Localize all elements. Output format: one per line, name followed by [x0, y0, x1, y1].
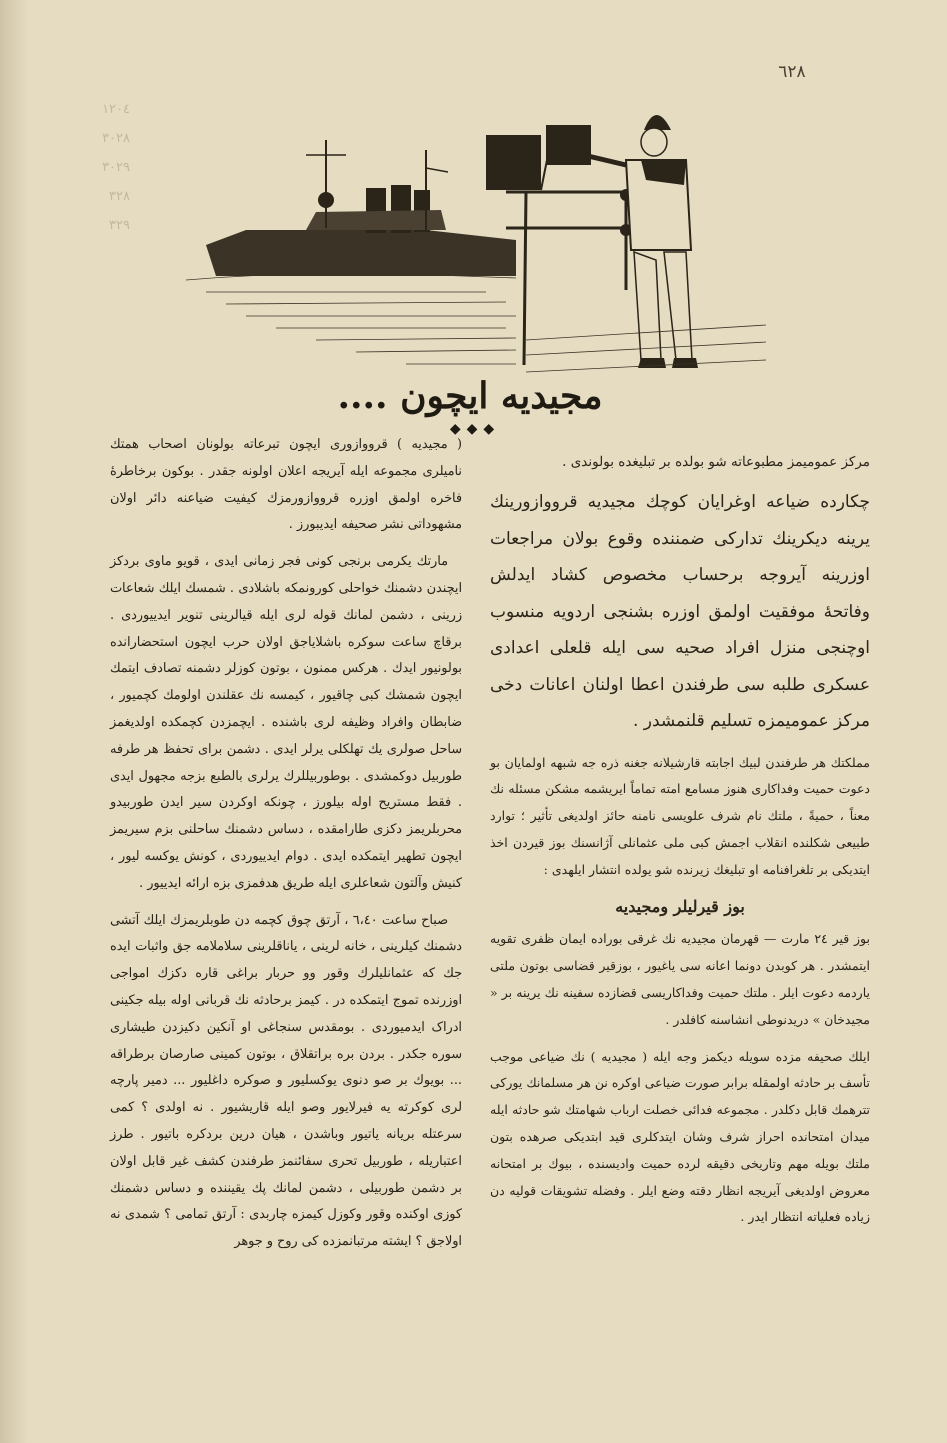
sailor-signaling-illustration — [186, 80, 766, 405]
ghost-line: ٣٢٨ — [109, 189, 130, 204]
left-paragraph-1: ( مجیدیه ) قرووازوری ایچون تبرعاته بولونان اصحاب همتك نامیلری مجموعه ایله آیریجه اعلان اولونه جقدر . بوکون برخاطرهٔ فاخره اولمق اوزره قرووازورمزك کیفیت ضیاعنه دائر اولان مشهوداتی نشر صحیفه ایدیبورز . — [110, 437, 462, 533]
closing-paragraph: ایلك صحیفه مزده سویله دیکمز وجه ایله ( مجیدیه ) نك ضیاعی موجب تأسف بر حادثه اولمقله برابر صورت ضیاعی اوکره نن هر مسلمانك یورکی تترهمك قابل دکلدر . مجموعه فدائی خصلت ارباب شهامتك شو حادثه ایله میدان امتحانده احراز شرف وشان ایتدکلری قید ابتدیکی صرهده بتون ملتك بویله مهم وتاریخی دقیقه لرده حمیت وادیسنده ، بیوك بر امتحانه معروض اولدیغی آیریجه انظار دقته وضع ایلر . وفضله تشویقات قولیه دن زیاده فعلیاته انتظار ایدر . — [490, 1048, 870, 1225]
ghost-line: ٣٠٢٩ — [102, 160, 130, 175]
ghost-line: ٣٢٩ — [109, 218, 130, 233]
margin-ghost-text — [70, 95, 130, 240]
nation-paragraph: مملکتك هر طرفندن لبیك اجابته قارشیلانه جغنه ذره جه شبهه اولمایان بو دعوت حمیت وفداکاری هنوز مسامع امته تماماً ایریشمه مشکن مسئله نك معناً ، حمیةً ، ملتك نام شرف علویسی نامنه حائز اولدیغی تأثیر ؛ توارد طبیعی شکلنده انقلاب اجمش کبی ملی عثمانلی آژانسنك بوز قیردن اخذ ایتدیکی بر تلغرافنامه او تبلیغك زیرنده شو یولده انتشار ایلهدی : — [490, 754, 870, 877]
article-title: مجیدیه ایچون .... — [337, 375, 603, 417]
ghost-line: ١٢٠٤ — [102, 102, 130, 117]
section-subheading: بوز قیرلیلر ومجیدیه — [615, 897, 745, 917]
donation-paragraph: چکارده ضیاعه اوغرایان کوچك مجیدیه قرووازورینك یرینه دیکرینك تدارکی ضمننده وقوع بولان مراجعات اوزرینه آیروجه برحساب مخصوص کشاد ایدلش وفاتحهٔ موفقیت اولمق اوزره بشنجی اردویه منسوب اوچنجی منزل افراد صحیه سی ایله قلعلی اعدادی عسکری طلبه سی طرفندن اعطا اولنان اعانات دخی مرکز عمومیمزه تسلیم قلنمشدر . — [490, 492, 870, 731]
page-edge-shadow — [0, 0, 28, 1443]
title-ornament: ◆◆◆ — [449, 421, 501, 437]
ghost-line: ٣٠٢٨ — [102, 131, 130, 146]
intro-paragraph: مرکز عمومیمز مطبوعاته شو بولده بر تبلیغده بولوندی . — [562, 454, 870, 470]
telegram-paragraph: بوز قیر ٢٤ مارت — قهرمان مجیدیه نك غرقی بوراده ایمان ظفری تقویه ایتمشدر . هر کوبدن دونما اعانه سی یاغیور ، بوزقیر قضاسی بوتون ملتی یاردمه دعوت ایلر . ملتك حمیت وفداکاریسی قضازده سفینه نك یرینه بر « مجیدخان » دریدنوطی انشاسنه کافلدر . — [490, 931, 870, 1027]
left-paragraph-3: صباح ساعت ٦،٤٠ ، آرتق چوق کچمه دن طوبلریمزك ایلك آتشی دشمنك کیلرینی ، خانه لرینی ، یاناقلرینی سلاملامه جق واثبات ایده جك که عثمانلیلرك وقور وو حربار براغی قاره دکزك امواجی اوزرنده تموج ایتمکده در . کیمز برحادثه نك قربانی اوله بیله جکینی ادراک ایدمیوردی . بومقدس سنجاغی او آنکین دکیزدن طیشاری سوره جکدر . بردن بره براتقلاق ، بوتون کمینی صارصان برطراقه ... بویوك بر صو دنوی یوکسلیور و صوکره داغلیور ... دمیر پارچه لری کوکرته یه فیرلایور وصو ایله قاریشیور . نه اولدی ؟ کمی سرعتله بریانه یاتیور وباشدن ، هیان درین بردکره باتیور . طرز اعتباریله ، طوربیل تحری سفائنمز طرفندن کشف غیر قابل اولان بر دشمن طوربیلی ، دشمن لمانك پك یقیننده و دساس دشمنك کوزی اوکنده وقور وکوزل کیمزه چاربدی : آرتق تمامی ؟ شمدی نه اولاجق ؟ ایشته مرتبانمزده کی روح و جوهر — [110, 912, 462, 1250]
left-column — [110, 432, 462, 1266]
right-column — [490, 450, 870, 1241]
left-paragraph-2: مارتك یکرمی برنجی کونی فجر زمانی ایدی ، قویو ماوی بردکز ایچندن دشمنك خواحلی کورونمکه باشلادی . شمسك ایلك شعاعات زرینی ، دشمن لمانك قوله لری ایله قیالرینی تنویر ایدییوردی . برقاچ ساعت سوکره باشلایاجق اولان حرب ایچون استحضارانده بولونیور ایدك . هرکس ممنون ، بوتون کوزلر دشمنه تصادف ایتمك ایچون شمشك کبی چاقیور ، کیمسه نك عقلندن اولومك کچمیور ، ضابطان وافراد وظیفه لری باشنده . ایچمزدن کچمکده اولدیغمز ساحل صولری یك تهلکلی یرلر ایدی . دشمن برای تحفظ هر طرفه طوربیل دوکمشدی . بوطوربیللرك یرلری بالطبع بزجه مجهول ایدی . فقط مستریح اوله بیلورز ، چونکه اوکردن سیر ایدن طوربیدو محربلریمز دکزی طارامقده ، دساس دشمنك ساحلنی بزم سیریمز ایچون تطهیر ایتمکده ایدی . دوام ایدییوردی ، کونش یوکسه لیور ، کنیش وآلتون شعاعلری ایله طریق هدفمزی بزه ارائه ایدییور . — [110, 554, 462, 891]
page-number: ٦٢٨ — [778, 62, 806, 82]
